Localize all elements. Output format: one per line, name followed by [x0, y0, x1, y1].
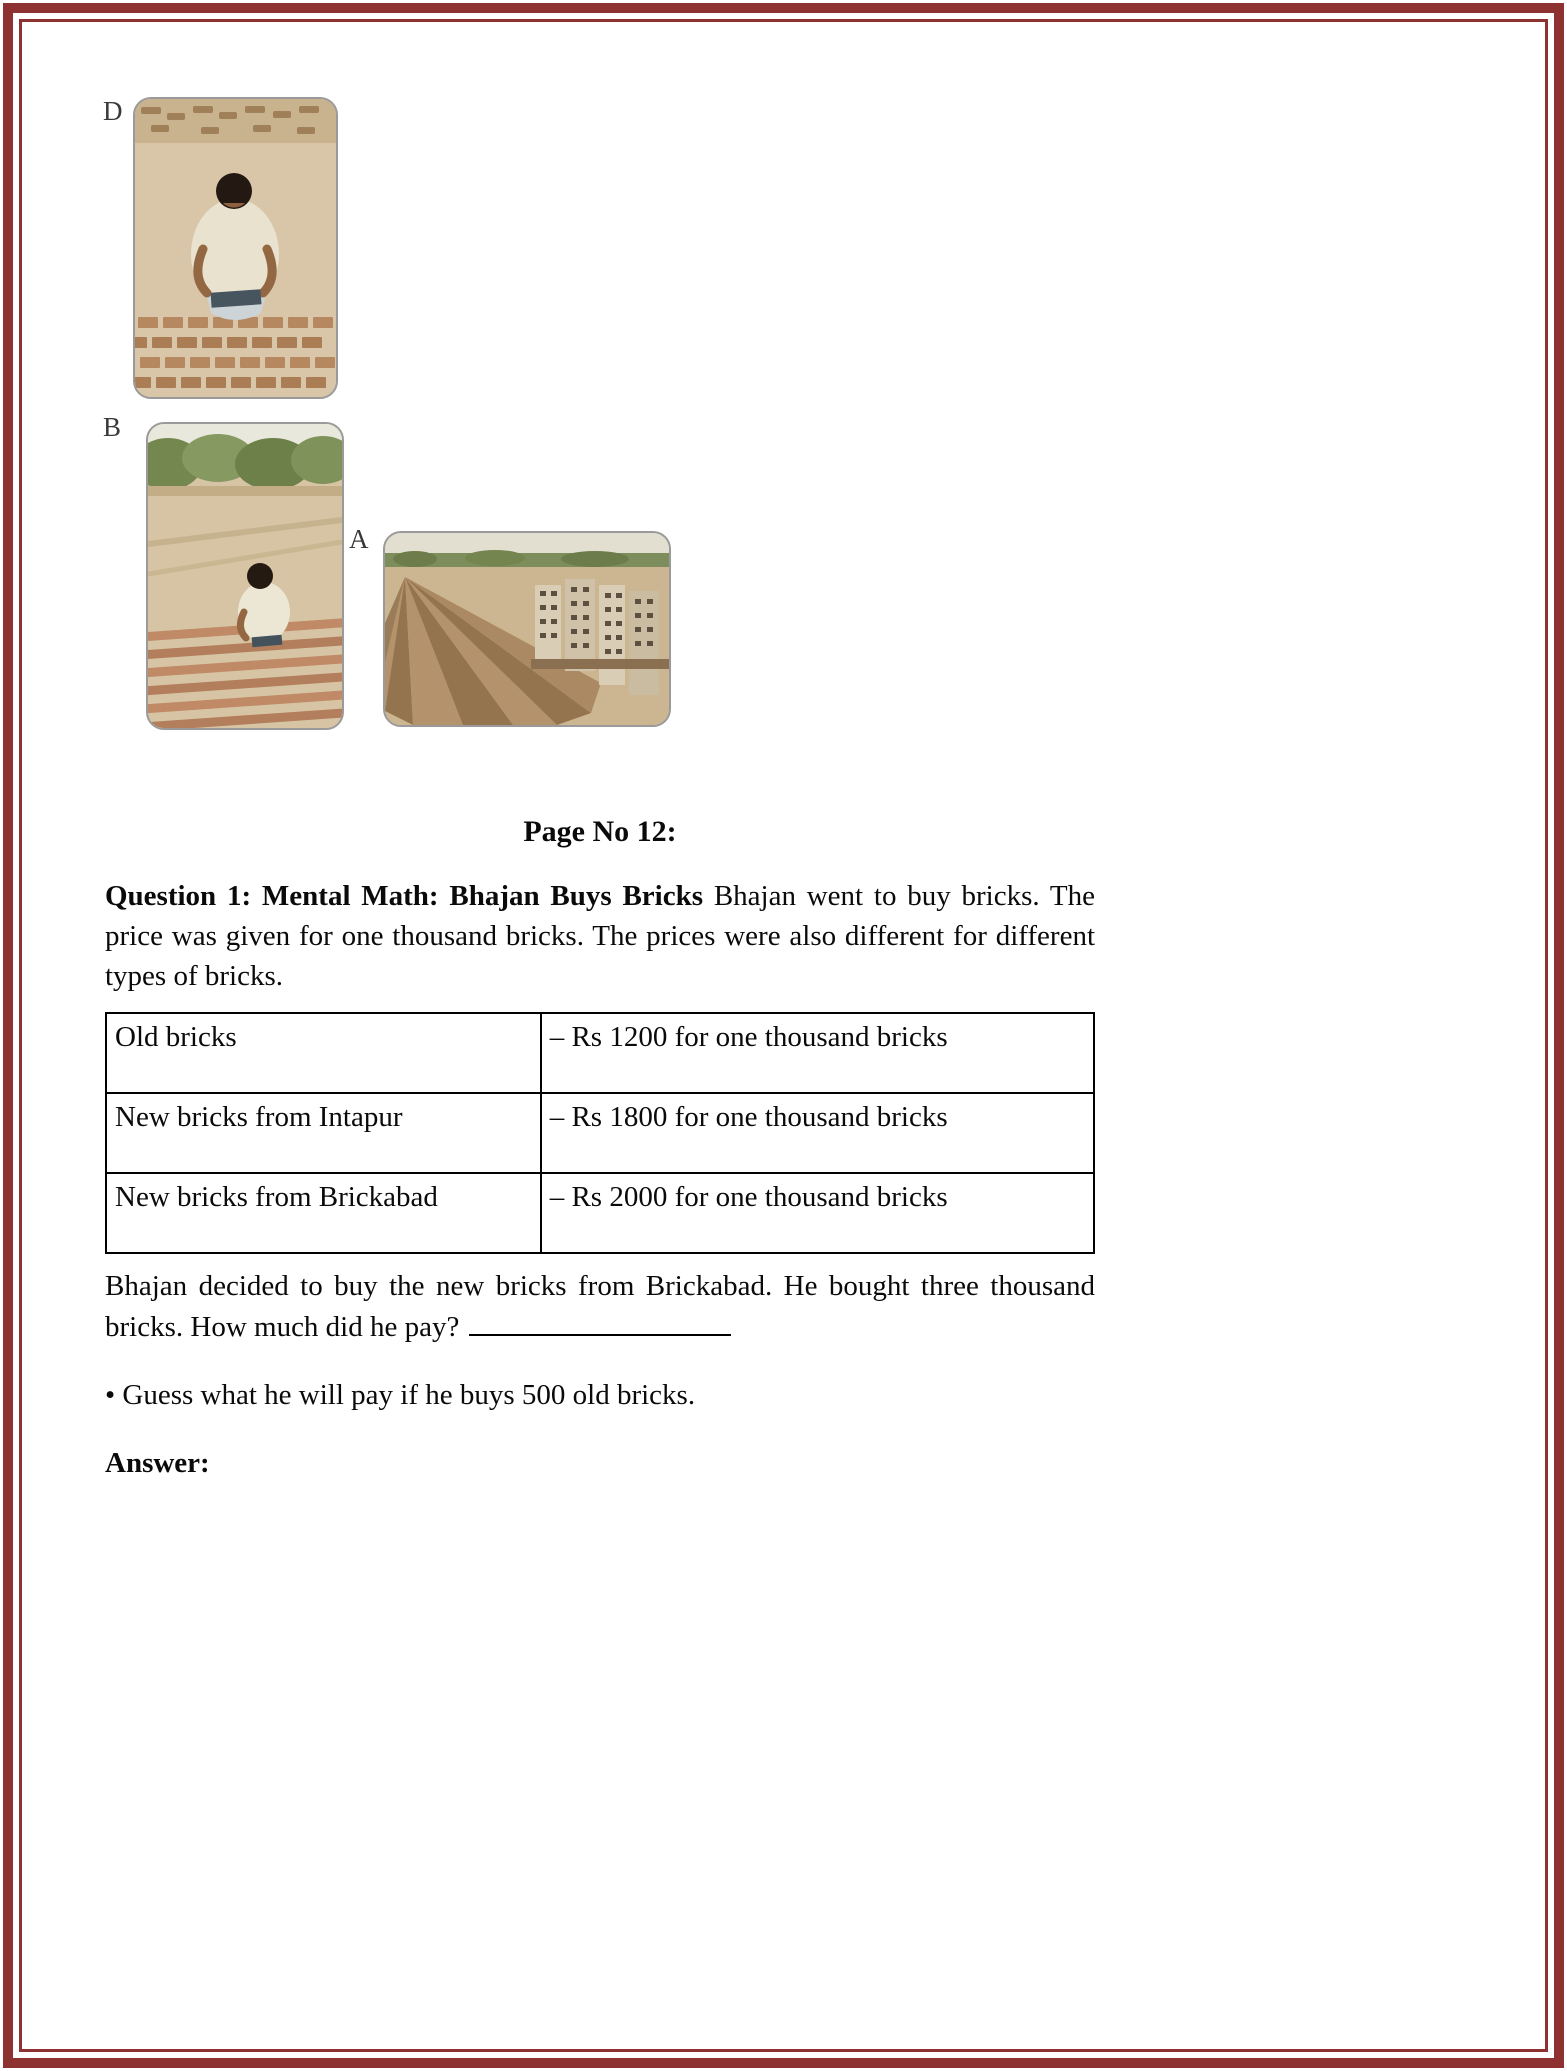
question-title: Question 1: Mental Math: Bhajan Buys Bricks [105, 880, 704, 912]
brick-type-cell: New bricks from Intapur [106, 1093, 541, 1173]
brick-price-cell: – Rs 2000 for one thousand bricks [541, 1173, 1094, 1253]
brick-price-cell: – Rs 1800 for one thousand bricks [541, 1093, 1094, 1173]
price-table [105, 1012, 1095, 1254]
brick-type-cell: Old bricks [106, 1013, 541, 1093]
brick-price-cell: – Rs 1200 for one thousand bricks [541, 1013, 1094, 1093]
answer-blank-line [469, 1306, 731, 1336]
table-row [106, 1173, 1094, 1253]
figure-label-d: D [103, 96, 123, 126]
figure-d-photo [133, 97, 338, 399]
brick-kiln-rows-illustration [385, 533, 669, 725]
brick-field-worker-illustration [148, 424, 342, 728]
bullet-point: • Guess what he will pay if he buys 500 old bricks. [105, 1379, 696, 1411]
figure-b-photo [146, 422, 344, 730]
question-followup [105, 1266, 1095, 1347]
table-row [106, 1013, 1094, 1093]
figure-a-photo [383, 531, 671, 727]
followup-text: Bhajan decided to buy the new bricks from Brickabad. He bought three thousand bricks. How much did he pay? [105, 1270, 1095, 1343]
brick-moulding-worker-illustration [135, 99, 336, 397]
brick-type-cell: New bricks from Brickabad [106, 1173, 541, 1253]
answer-label: Answer: [105, 1447, 210, 1479]
question-text: Bhajan went to buy bricks. The price was given for one thousand bricks. The prices were also different for different types of bricks. [105, 880, 1095, 992]
table-row [106, 1093, 1094, 1173]
figure-label-a: A [349, 524, 369, 554]
page-heading: Page No 12: [523, 815, 677, 848]
content-block [105, 812, 1095, 1483]
question-paragraph [105, 876, 1095, 996]
figure-label-b: B [103, 412, 122, 442]
